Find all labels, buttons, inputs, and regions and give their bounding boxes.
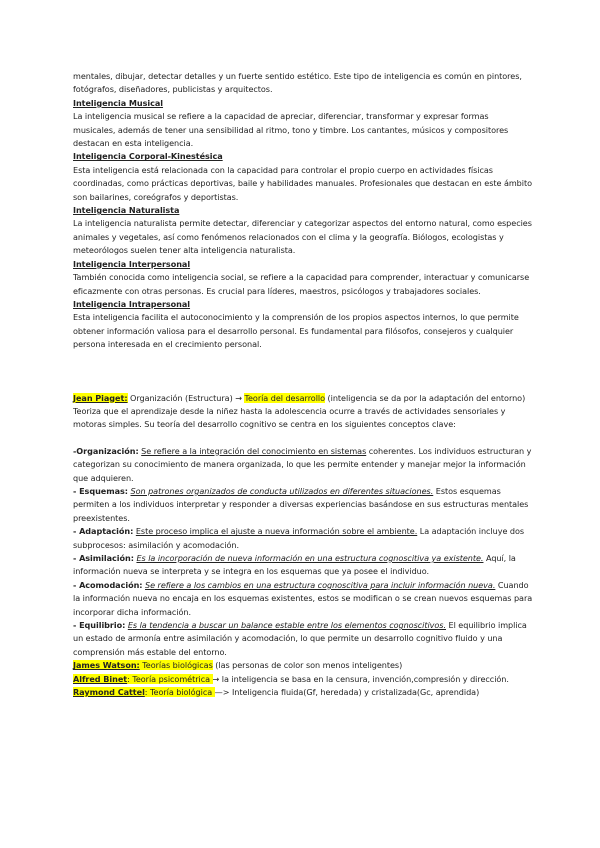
- paragraph-interpersonal: También conocida como inteligencia social, se refiere a la capacidad para comprender, interactuar y comunicarse eficazmente con otras personas. Es crucial para líderes, maestros, psicólogos y trabajadores sociales.: [73, 272, 530, 296]
- author-theory: Teorías biológicas: [139, 660, 213, 671]
- concept-definition: Se refiere a la integración del conocimiento en sistemas: [141, 445, 367, 456]
- concept-definition: Es la tendencia a buscar un balance estable entre los elementos cognoscitivos.: [127, 620, 446, 631]
- concept-term: -Organización:: [73, 445, 139, 456]
- piaget-post: (inteligencia se da por la adaptación del entorno): [325, 392, 526, 403]
- author-theory: : Teoría psicométrica: [127, 673, 213, 684]
- concept-explanation: coherentes. Los individuos estructuran y categorizan su conocimiento de manera organizada, lo que les permite entender y manejar mejor la información que adquieren.: [73, 445, 532, 483]
- paragraph-naturalista: La inteligencia naturalista permite detectar, diferenciar y categorizar aspectos del entorno natural, como especies animales y vegetales, así como fenómenos relacionados con el clima y la geografía. Biólogos, ecologistas y meteorólogos suelen tener alta inteligencia naturalista.: [73, 218, 532, 256]
- concept-explanation: La adaptación incluye dos subprocesos: asimilación y acomodación.: [73, 526, 525, 550]
- section-gap: [73, 352, 533, 392]
- author-name: James Watson:: [73, 660, 140, 671]
- author-detail: —> Inteligencia fluida(Gf, heredada) y cristalizada(Gc, aprendida): [214, 687, 480, 698]
- paragraph-corporal: Esta inteligencia está relacionada con la capacidad para controlar el propio cuerpo en actividades físicas coordinadas, como prácticas deportivas, baile y habilidades manuales. Profesionales que destacan en este ámbito son bailarines, coreógrafos y deportistas.: [73, 164, 532, 202]
- piaget-theory: Teoría del desarrollo: [244, 392, 325, 403]
- author-watson: [73, 659, 533, 672]
- concept-explanation: Aquí, la información nueva se interpreta y se integra en los esquemas que ya posee el individuo.: [73, 553, 516, 577]
- concept-term: - Asimilación:: [73, 553, 134, 563]
- concept-esquemas: [73, 485, 533, 525]
- paragraph-musical: La inteligencia musical se refiere a la capacidad de apreciar, diferenciar, transformar y expresar formas musicales, además de tener una sensibilidad al ritmo, tono y timbre. Los cantantes, músicos y compositores destacan en esta inteligencia.: [73, 111, 509, 149]
- concept-definition: Son patrones organizados de conducta utilizados en diferentes situaciones.: [130, 485, 434, 496]
- concept-equilibrio: [73, 619, 533, 659]
- concept-term: - Equilibrio:: [73, 620, 126, 631]
- author-theory: : Teoría biológica: [144, 687, 215, 698]
- piaget-pre: Organización (Estructura) →: [127, 392, 245, 403]
- concept-term: - Acomodación:: [73, 579, 143, 590]
- author-binet: [73, 673, 533, 686]
- heading-naturalista: Inteligencia Naturalista: [73, 205, 180, 216]
- heading-musical: Inteligencia Musical: [73, 97, 164, 108]
- author-name: Raymond Cattel: [73, 687, 145, 698]
- concept-organizacion: [73, 445, 533, 485]
- concept-term: - Esquemas:: [73, 485, 128, 496]
- piaget-line: [73, 392, 533, 405]
- concept-explanation: El equilibrio implica un estado de armonía entre asimilación y acomodación, lo que permite un desarrollo cognitivo fluido y una comprensión más estable del entorno.: [73, 620, 527, 657]
- paragraph-gap: [73, 432, 533, 445]
- heading-corporal: Inteligencia Corporal-Kinestésica: [73, 151, 223, 162]
- concept-asimilacion: [73, 552, 533, 579]
- author-name: Alfred Binet: [73, 673, 128, 684]
- concept-explanation: Estos esquemas permiten a los individuos interpretar y responder a diversas experiencias basándose en sus estructuras mentales preexistentes.: [73, 485, 529, 523]
- concept-adaptacion: [73, 525, 533, 552]
- author-cattel: [73, 686, 533, 699]
- concept-definition: Este proceso implica el ajuste a nueva información sobre el ambiente.: [135, 526, 418, 537]
- document-content: [73, 70, 533, 699]
- paragraph-intrapersonal: Esta inteligencia facilita el autoconocimiento y la comprensión de los propios aspectos internos, lo que permite obtener información valiosa para el desarrollo personal. Es fundamental para filósofos, consejeros y cualquier persona interesada en el crecimiento personal.: [73, 312, 519, 350]
- author-detail: → la inteligencia se basa en la censura, invención,compresión y dirección.: [212, 673, 509, 684]
- piaget-description: Teoriza que el aprendizaje desde la niñez hasta la adolescencia ocurre a través de actividades sensoriales y motoras simples. Su teoría del desarrollo cognitivo se centra en los siguientes conceptos clave:: [73, 405, 506, 430]
- author-detail: (las personas de color son menos inteligentes): [212, 660, 403, 671]
- concept-acomodacion: [73, 579, 533, 619]
- concept-definition: Se refiere a los cambios en una estructura cognoscitiva para incluir información nueva.: [145, 579, 496, 590]
- intro-paragraph: mentales, dibujar, detectar detalles y un fuerte sentido estético. Este tipo de inteligencia es común en pintores, fotógrafos, diseñadores, publicistas y arquitectos.: [73, 71, 522, 95]
- heading-intrapersonal: Inteligencia Intrapersonal: [73, 298, 191, 309]
- concept-definition: Es la incorporación de nueva información en una estructura cognoscitiva ya existente.: [136, 553, 484, 563]
- concept-term: - Adaptación:: [73, 526, 134, 537]
- piaget-name: Jean Piaget:: [73, 392, 128, 403]
- concept-explanation: Cuando la información nueva no encaja en los esquemas existentes, estos se modifican o se crean nuevos esquemas para incorporar dicha información.: [73, 579, 533, 617]
- heading-interpersonal: Inteligencia Interpersonal: [73, 258, 191, 269]
